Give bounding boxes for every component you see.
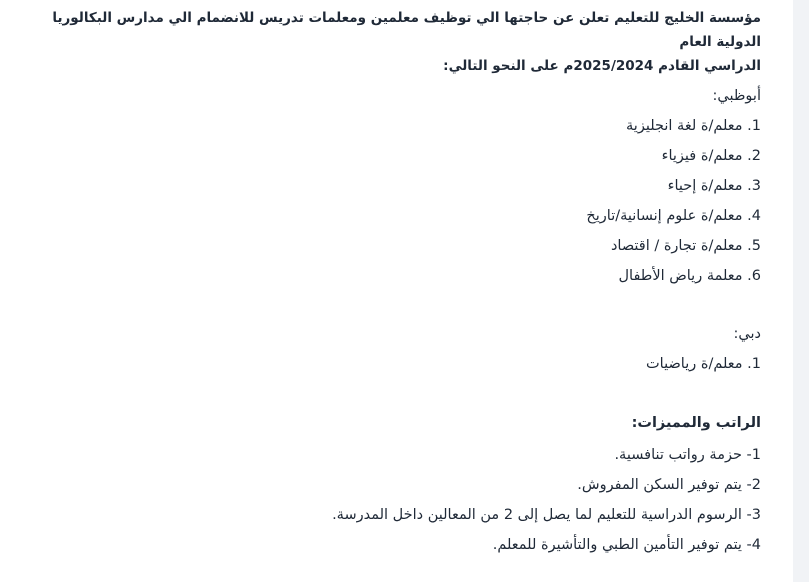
list-item: 3. معلم/ة إحياء — [667, 178, 761, 194]
dubai-heading: دبي: — [733, 326, 761, 342]
benefit-item: 1- حزمة رواتب تنافسية. — [614, 447, 761, 463]
benefit-item: 3- الرسوم الدراسية للتعليم لما يصل إلى 2 من المعالين داخل المدرسة. — [332, 507, 761, 523]
list-item: 5. معلم/ة تجارة / اقتصاد — [610, 238, 761, 254]
spacer — [16, 291, 761, 320]
list-item: 6. معلمة رياض الأطفال — [618, 268, 761, 284]
list-item: 4. معلم/ة علوم إنسانية/تاريخ — [586, 208, 761, 224]
spacer — [16, 379, 761, 409]
benefit-item: 2- يتم توفير السكن المفروش. — [577, 477, 761, 493]
list-item: 1. معلم/ة رياضيات — [646, 356, 761, 372]
list-item: 2. معلم/ة فيزياء — [661, 148, 761, 164]
scrollbar-track[interactable] — [793, 0, 809, 582]
job-announcement — [16, 6, 761, 560]
abu-dhabi-positions — [16, 111, 761, 291]
intro-line-1: مؤسسة الخليج للتعليم تعلن عن حاجتها الي توظيف معلمين ومعلمات تدريس للانضمام الي مدارس البكالوريا الدولية العام — [52, 10, 761, 50]
salary-benefits-heading: الراتب والمميزات: — [631, 415, 761, 431]
abu-dhabi-heading: أبوظبي: — [712, 88, 761, 104]
list-item: 1. معلم/ة لغة انجليزية — [626, 118, 761, 134]
benefit-item: 4- يتم توفير التأمين الطبي والتأشيرة للمعلم. — [492, 537, 761, 553]
announcement-intro — [16, 6, 761, 78]
intro-line-2: الدراسي القادم 2025/2024م على النحو التالي: — [443, 58, 761, 74]
dubai-positions — [16, 349, 761, 379]
